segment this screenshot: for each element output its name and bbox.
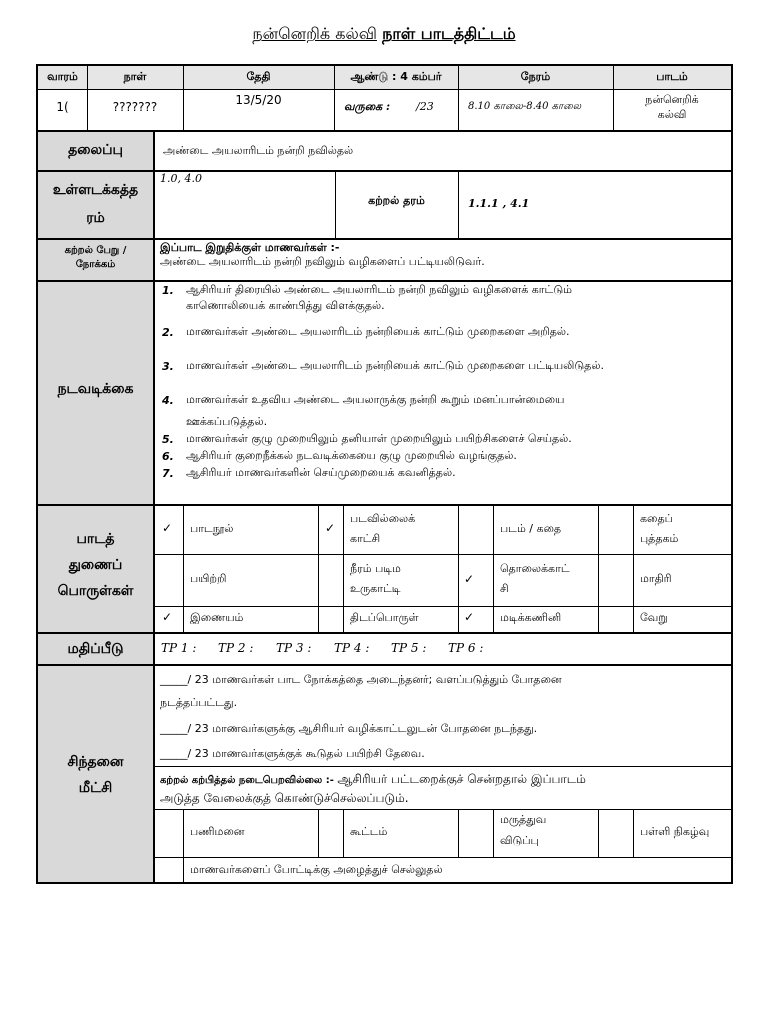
reason-option: மருத்துவ [500,813,547,826]
materials-label-line3: பொருள்கள் [57,583,134,599]
objective-label-line2: நோக்கம் [75,259,116,270]
learning-std-label: கற்றல் தரம் [368,194,425,207]
header-time-label: நேரம் [520,70,551,83]
activity-item-cont: காணொலியைக் காண்பித்து விளக்குதல். [186,299,385,312]
activity-number: 3. [162,360,174,373]
time-value: 8.10 காலை-8.40 காலை [468,101,582,112]
subject-value-line2: கல்வி [657,108,687,121]
lesson-plan-table [36,64,733,884]
content-std-label-line1: உள்ளடக்கத்த [52,182,139,198]
activity-number: 2. [162,326,174,339]
reason-option: பணிமனை [190,825,245,838]
check-icon: ✓ [162,521,173,535]
activity-number: 6. [162,450,174,463]
material-option: பாடநூல் [190,522,234,535]
attendance-label: வருகை : [344,100,391,113]
material-option: இணையம் [190,611,244,624]
objective-line2: அண்டை அயலாரிடம் நன்றி நவிலும் வழிகளைப் பட்டியலிடுவர். [160,255,485,268]
header-date-label: தேதி [246,70,271,83]
tp-level: TP 6 : [448,641,484,655]
reason-option-cont: விடுப்பு [500,834,539,847]
material-option-cont: உருகாட்டி [350,582,401,595]
material-option: கதைப் [640,512,673,525]
reflection-guided: _____/ 23 மாணவர்களுக்கு ஆசிரியர் வழிக்காட்டலுடன் போதனை நடந்தது. [160,722,538,735]
check-icon: ✓ [464,610,475,624]
week-value: 1( [56,100,69,114]
subject-value-line1: நன்னெறிக் [645,93,699,106]
material-option: திடப்பொருள் [350,611,419,624]
reason-option: பள்ளி நிகழ்வு [640,825,710,838]
header-day-label: நாள் [123,70,147,83]
content-std-label-line2: ரம் [86,210,105,226]
material-option: வேறு [640,611,668,624]
objective-label-line1: கற்றல் பேறு / [64,245,127,256]
check-icon: ✓ [162,610,173,624]
topic-label: தலைப்பு [68,142,123,158]
material-option: தொலைக்காட் [500,562,570,575]
material-option-cont: புத்தகம் [640,532,679,545]
reason-option: கூட்டம் [350,825,388,838]
tp-level: TP 5 : [391,641,427,655]
header-year-label: ஆண்டு : 4 கம்பர் [350,70,442,83]
activity-item: ஆசிரியர் திரையில் அண்டை அயலாரிடம் நன்றி நவிலும் வழிகளைக் காட்டும் [186,283,572,296]
reflection-extra: _____/ 23 மாணவர்களுக்குக் கூடுதல் பயிற்சி தேவை. [160,747,425,760]
reflection-achieved: _____/ 23 மாணவர்கள் பாட நோக்கத்தை அடைந்தனர்; வளப்படுத்தும் போதனை [160,673,562,686]
materials-label-line1: பாடத் [76,531,115,547]
check-icon: ✓ [464,572,475,586]
reflection-label-line2: மீட்சி [78,780,113,796]
activity-number: 4. [162,394,174,407]
activity-number: 5. [162,433,174,446]
title-plan: நாள் பாடத்திட்டம் [382,24,516,43]
header-week-label: வாரம் [47,70,78,83]
check-icon: ✓ [325,521,336,535]
date-value: 13/5/20 [235,93,282,107]
activity-item: ஆசிரியர் குறைநீக்கல் நடவடிக்கையை குழு முறையில் வழங்குதல். [186,449,517,462]
material-option: மடிக்கணினி [500,611,562,624]
reason-other: மாணவர்களைப் போட்டிக்கு அழைத்துச் செல்லுதல் [190,863,443,876]
day-value: ??????? [112,100,158,114]
activity-item: மாணவர்கள் குழு முறையிலும் தனியாள் முறையிலும் பயிற்சிகளைச் செய்தல். [186,432,572,445]
activity-item: மாணவர்கள் உதவிய அண்டை அயலாருக்கு நன்றி கூறும் மனப்பான்மையை [186,393,565,406]
not-held-text: ஆசிரியர் பட்டறைக்குச் சென்றதால் இப்பாடம் [337,772,586,786]
material-option: மாதிரி [640,572,672,585]
material-option: படவில்லைக் [350,512,416,525]
activity-item: மாணவர்கள் அண்டை அயலாரிடம் நன்றியைக் காட்டும் முறைகளை பட்டியலிடுதல். [186,359,604,372]
attendance-value: /23 [416,100,434,113]
reflection-label-line1: சிந்தனை [67,754,124,770]
activity-item-cont: ஊக்கப்படுத்தல். [186,415,268,428]
header-subject-label: பாடம் [656,70,688,83]
tp-level: TP 3 : [276,641,312,655]
material-option: பயிற்றி [190,572,227,585]
activities-label: நடவடிக்கை [57,381,134,397]
material-option-cont: சி [500,582,509,595]
objective-line1: இப்பாட இறுதிக்குள் மாணவர்கள் :- [160,241,340,254]
page-title [0,24,768,45]
not-held-label: கற்றல் கற்பித்தல் நடைபெறவில்லை :- [160,775,334,786]
not-held-text-cont: அடுத்த வேலைக்குத் கொண்டுச்செல்லப்படும். [160,791,409,805]
learning-std-value: 1.1.1 , 4.1 [468,197,530,210]
activity-item: மாணவர்கள் அண்டை அயலாரிடம் நன்றியைக் காட்டும் முறைகளை அறிதல். [186,325,570,338]
materials-label-line2: துணைப் [68,557,123,573]
topic-value: அண்டை அயலாரிடம் நன்றி நவில்தல் [163,144,354,157]
content-std-value: 1.0, 4.0 [160,172,202,185]
reflection-achieved-cont: நடத்தப்பட்டது. [160,696,238,709]
tp-level: TP 1 : [161,641,197,655]
title-subject: நன்னெறிக் கல்வி [252,24,377,43]
material-option: நீரம் படிம [350,562,401,575]
activity-item: ஆசிரியர் மாணவர்களின் செய்முறையைக் கவனித்தல். [186,466,456,479]
activity-number: 7. [162,467,174,480]
tp-level: TP 2 : [218,641,254,655]
tp-level: TP 4 : [334,641,370,655]
material-option-cont: காட்சி [350,532,381,545]
activity-number: 1. [162,284,174,297]
material-option: படம் / கதை [500,522,562,535]
assessment-label: மதிப்பீடு [67,641,124,657]
